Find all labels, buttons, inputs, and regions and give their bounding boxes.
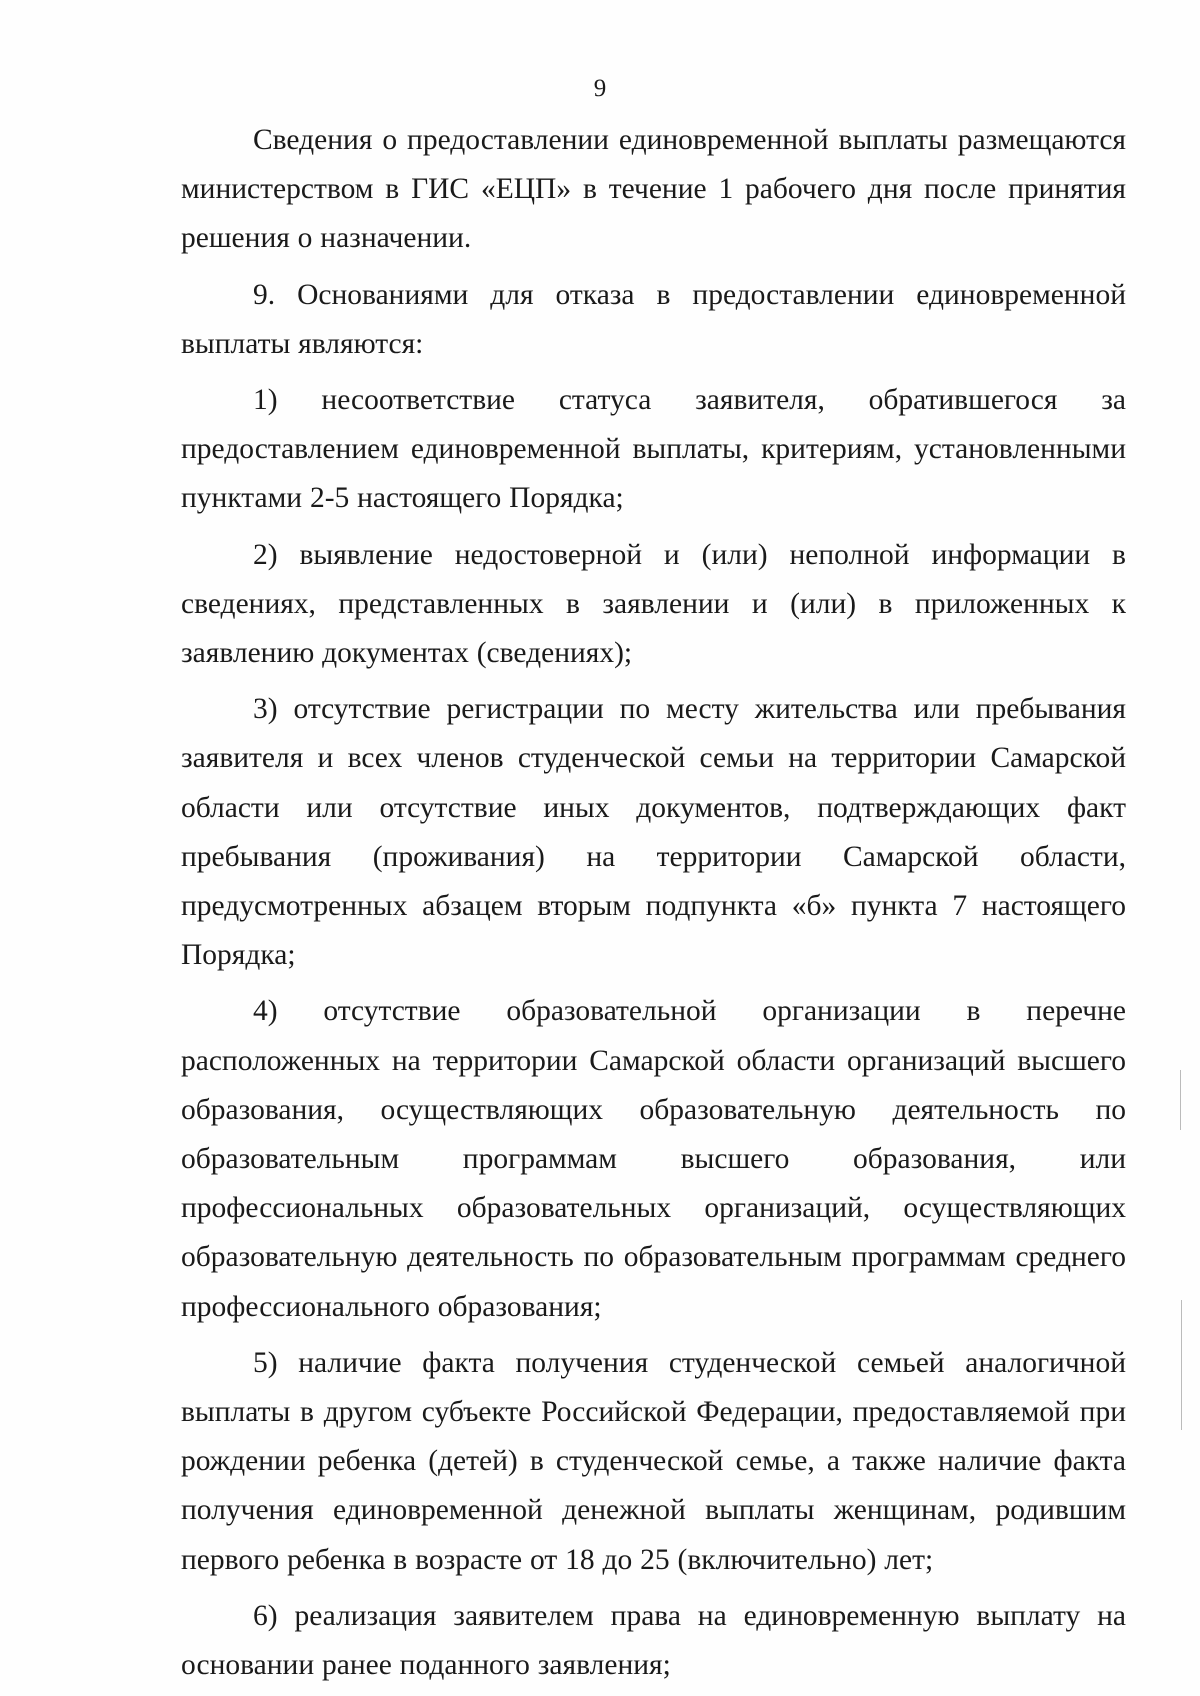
paragraph-ground-3: 3) отсутствие регистрации по месту жительства или пребывания заявителя и всех членов студенческой семьи на территории Самарской области или отсутствие иных документов, подтверждающих факт пребывания (проживания) на территории Самарской области, предусмотренных абзацем вторым подпункта «б» пункта 7 настоящего Порядка; [181,693,1126,972]
scan-artifact [1181,1300,1182,1430]
paragraph-ground-4: 4) отсутствие образовательной организации в перечне расположенных на территории Самарской области организаций высшего образования, осуществляющих образовательную деятельность по образовательным программам высшего образования, или профессиональных образовательных организаций, осуществляющих образовательную деятельность по образовательным программам среднего профессионального образования; [181,995,1126,1323]
paragraph-publication-info: Сведения о предоставлении единовременной выплаты размещаются министерством в ГИС «ЕЦП» в течение 1 рабочего дня после принятия решения о назначении. [181,124,1126,255]
paragraph-refusal-grounds-heading: 9. Основаниями для отказа в предоставлении единовременной выплаты являются: [181,278,1126,360]
document-body [181,116,1126,1690]
paragraph-ground-2: 2) выявление недостоверной и (или) неполной информации в сведениях, представленных в заявлении и (или) в приложенных к заявлению документах (сведениях); [181,538,1126,670]
paragraph-ground-1: 1) несоответствие статуса заявителя, обратившегося за предоставлением единовременной выплаты, критериям, установленными пунктами 2-5 настоящего Порядка; [181,384,1126,515]
paragraph-ground-5: 5) наличие факта получения студенческой семьей аналогичной выплаты в другом субъекте Российской Федерации, предоставляемой при рождении ребенка (детей) в студенческой семье, а также наличие факта получения единовременной денежной выплаты женщинам, родившим первого ребенка в возрасте от 18 до 25 (включительно) лет; [181,1346,1126,1576]
paragraph-ground-6: 6) реализация заявителем права на единовременную выплату на основании ранее поданного заявления; [181,1599,1126,1682]
scan-artifact [1180,1070,1181,1130]
page-number: 9 [593,75,607,102]
